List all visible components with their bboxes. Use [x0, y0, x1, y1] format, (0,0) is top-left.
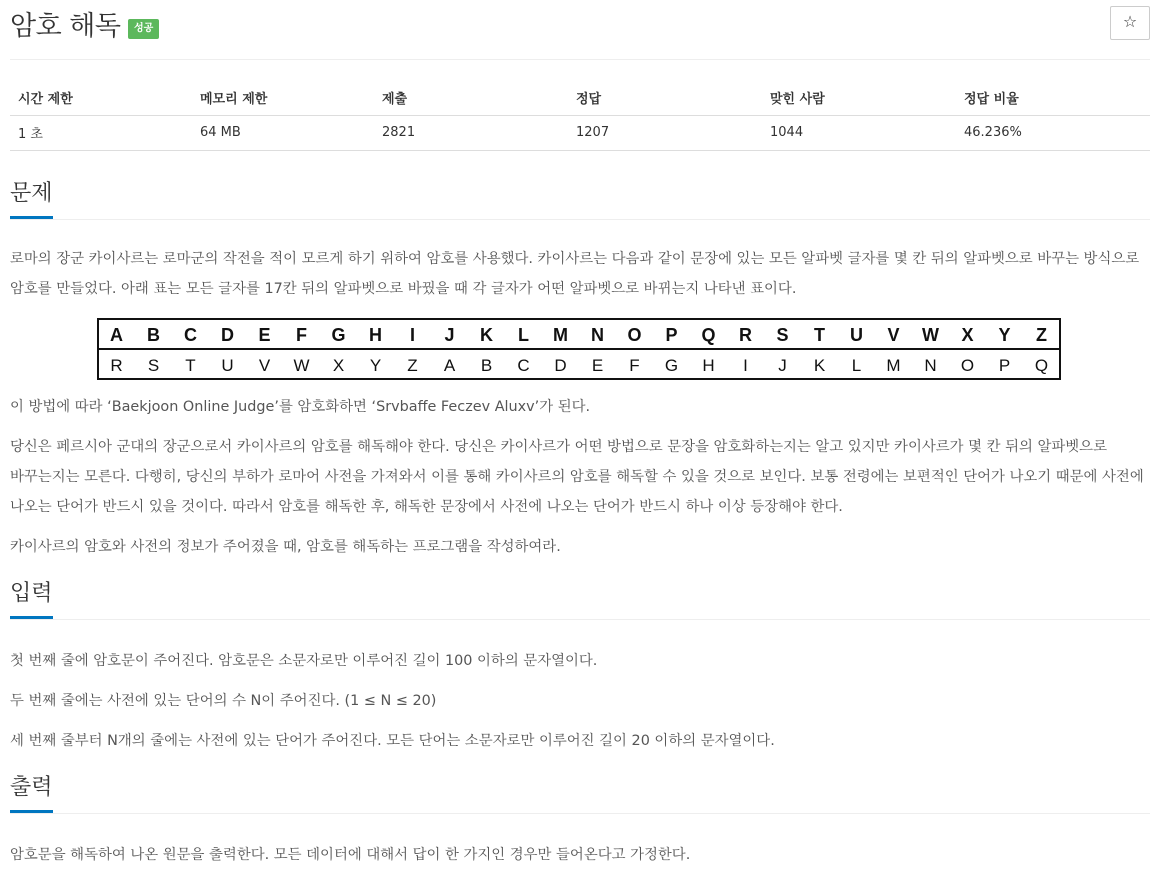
solved-users-value: 1044 [762, 115, 956, 150]
cipher-plain-letter: Y [998, 325, 1011, 345]
cipher-shifted-letter: U [221, 356, 234, 375]
page-title: 암호 해독 [10, 11, 121, 42]
cipher-plain-letter: N [591, 325, 604, 345]
accepted-value: 1207 [568, 115, 762, 150]
cipher-plain-letter: S [776, 325, 789, 345]
cipher-shifted-letter: O [960, 356, 975, 375]
cipher-shifted-letter: Y [369, 356, 382, 375]
cipher-shifted-letter: M [886, 356, 901, 375]
cipher-plain-letter: Z [1036, 325, 1047, 345]
input-description-1: 첫 번째 줄에 암호문이 주어진다. 암호문은 소문자로만 이루어진 길이 100 이하의 문자열이다. [10, 653, 598, 669]
header-solved-users: 맞힌 사람 [762, 80, 956, 115]
input-description-3: 세 번째 줄부터 N개의 줄에는 사전에 있는 단어가 주어진다. 모든 단어는 소문자로만 이루어진 길이 20 이하의 문자열이다. [10, 733, 775, 749]
cipher-plain-letter: R [739, 325, 752, 345]
problem-description-1: 로마의 장군 카이사르는 로마군의 작전을 적이 모르게 하기 위하여 암호를 사용했다. 카이사르는 다음과 같이 문장에 있는 모든 알파벳 글자를 몇 칸 뒤의 알파벳으로 바꾸는 방식으로 암호를 만들었다. 아래 표는 모든 글자를 17칸 뒤의 알파벳으로 바꿨을 때 각 글자가 어떤 알파벳으로 바뀌는지 나타낸 표이다. [10, 251, 1140, 297]
table-header-row [10, 80, 1150, 115]
input-heading: 입력 [10, 580, 53, 619]
cipher-shifted-letter: C [517, 356, 530, 375]
time-limit-value: 1 초 [10, 115, 192, 150]
problem-header [10, 0, 1150, 60]
cipher-shifted-letter: W [293, 356, 310, 375]
cipher-plain-letter: Q [701, 325, 716, 345]
cipher-plain-letter: C [184, 325, 197, 345]
cipher-shifted-letter: E [591, 356, 604, 375]
output-section-header [10, 774, 1150, 814]
cipher-table [97, 318, 1061, 380]
cipher-plain-letter: M [553, 325, 568, 345]
cipher-shifted-letter: Z [407, 356, 418, 375]
cipher-shifted-letter: X [332, 356, 345, 375]
header-submissions: 제출 [374, 80, 568, 115]
cipher-shifted-letter: S [147, 356, 160, 375]
submissions-value: 2821 [374, 115, 568, 150]
cipher-plain-letter: L [518, 325, 529, 345]
cipher-plain-letter: J [444, 325, 455, 345]
star-button[interactable] [1110, 6, 1150, 40]
cipher-plain-letter: U [850, 325, 863, 345]
cipher-plain-letter: H [369, 325, 382, 345]
cipher-shifted-letter: P [998, 356, 1011, 375]
output-heading: 출력 [10, 774, 53, 813]
cipher-plain-letter: K [480, 325, 493, 345]
star-icon: ☆ [1122, 12, 1138, 31]
cipher-shifted-letter: V [258, 356, 271, 375]
status-badge: 성공 [128, 19, 159, 39]
cipher-plain-letter: G [331, 325, 346, 345]
cipher-plain-letter: P [665, 325, 678, 345]
header-accepted: 정답 [568, 80, 762, 115]
accept-ratio-value: 46.236% [956, 115, 1150, 150]
cipher-shifted-letter: Q [1034, 356, 1049, 375]
cipher-shifted-letter: K [813, 356, 826, 375]
cipher-plain-letter: D [221, 325, 234, 345]
cipher-shifted-letter: L [851, 356, 862, 375]
cipher-shifted-letter: N [924, 356, 937, 375]
problem-info-table [10, 80, 1150, 151]
cipher-plain-letter: I [409, 325, 416, 345]
cipher-shifted-letter: T [185, 356, 196, 375]
input-section-header [10, 580, 1150, 620]
cipher-plain-letter: A [110, 325, 123, 345]
cipher-plain-letter: T [814, 325, 825, 345]
header-memory-limit: 메모리 제한 [192, 80, 374, 115]
problem-description-3: 당신은 페르시아 군대의 장군으로서 카이사르의 암호를 해독해야 한다. 당신은 카이사르가 어떤 방법으로 문장을 암호화하는지는 알고 있지만 카이사르가 몇 칸 뒤의 알파벳으로 바꾸는지는 모른다. 다행히, 당신의 부하가 로마어 사전을 가져와서 이를 통해 카이사르의 암호를 해독할 수 있을 것으로 보인다. 보통 전령에는 보편적인 단어가 나오기 때문에 사전에 나오는 단어가 반드시 있을 것이다. 따라서 암호를 해독한 후, 해독한 문장에서 사전에 나오는 단어가 반드시 하나 이상 등장해야 한다. [10, 439, 1144, 515]
problem-description-4: 카이사르의 암호와 사전의 정보가 주어졌을 때, 암호를 해독하는 프로그램을 작성하여라. [10, 539, 561, 555]
cipher-plain-letter: X [961, 325, 974, 345]
cipher-shifted-letter: H [702, 356, 715, 375]
cipher-shifted-letter: A [443, 356, 456, 375]
cipher-plain-letter: V [887, 325, 900, 345]
cipher-plain-letter: W [922, 325, 939, 345]
table-row [10, 115, 1150, 150]
cipher-plain-letter: F [296, 325, 307, 345]
cipher-shifted-letter: D [554, 356, 567, 375]
problem-heading: 문제 [10, 180, 53, 219]
header-time-limit: 시간 제한 [10, 80, 192, 115]
output-description-1: 암호문을 해독하여 나온 원문을 출력한다. 모든 데이터에 대해서 답이 한 가지인 경우만 들어온다고 가정한다. [10, 847, 691, 863]
problem-description-2: 이 방법에 따라 ‘Baekjoon Online Judge’를 암호화하면 ‘Srvbaffe Feczev Aluxv’가 된다. [10, 399, 591, 415]
cipher-plain-letter: B [147, 325, 160, 345]
cipher-shifted-letter: F [629, 356, 640, 375]
cipher-shifted-letter: R [110, 356, 123, 375]
cipher-shifted-letter: B [480, 356, 493, 375]
cipher-plain-letter: O [627, 325, 642, 345]
input-description-2: 두 번째 줄에는 사전에 있는 단어의 수 N이 주어진다. (1 ≤ N ≤ 20) [10, 693, 437, 709]
cipher-shifted-letter: I [743, 356, 748, 375]
memory-limit-value: 64 MB [192, 115, 374, 150]
problem-section-header [10, 180, 1150, 220]
cipher-shifted-letter: J [778, 356, 787, 375]
cipher-plain-letter: E [258, 325, 271, 345]
cipher-shifted-letter: G [664, 356, 679, 375]
header-accept-ratio: 정답 비율 [956, 80, 1150, 115]
